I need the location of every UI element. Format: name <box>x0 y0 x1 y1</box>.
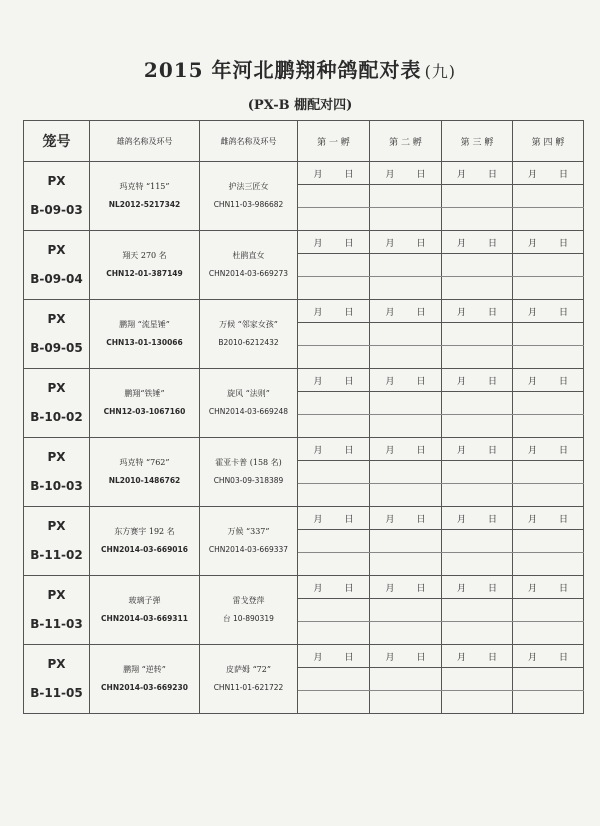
female-name: 万候 “邻家女孩” <box>219 320 278 329</box>
day-label: 日 <box>416 376 426 387</box>
page-subtitle: (PX-B 棚配对四) <box>247 98 353 113</box>
month-label: 月 <box>385 514 395 525</box>
month-label: 月 <box>385 445 395 456</box>
month-label: 月 <box>313 376 323 387</box>
hatch-note-cell[interactable] <box>513 323 584 346</box>
day-label: 日 <box>344 238 354 249</box>
hatch-date-cell[interactable] <box>442 507 513 530</box>
female-pigeon <box>200 507 298 576</box>
month-label: 月 <box>457 169 467 180</box>
male-ring: CHN13-01-130066 <box>106 338 183 347</box>
page-title <box>0 54 600 83</box>
female-name: 万候 “337” <box>227 527 270 536</box>
male-pigeon <box>90 645 200 714</box>
day-label: 日 <box>487 583 497 594</box>
day-label: 日 <box>344 307 354 318</box>
table-body <box>24 162 584 714</box>
male-pigeon <box>90 300 200 369</box>
month-label: 月 <box>528 238 538 249</box>
day-label: 日 <box>416 652 426 663</box>
male-ring: NL2012-5217342 <box>108 200 181 209</box>
hatch-note-cell[interactable] <box>370 323 442 346</box>
hatch-note-cell[interactable] <box>370 208 442 231</box>
table-row <box>24 576 584 599</box>
hatch-note-cell[interactable] <box>298 622 370 645</box>
day-label: 日 <box>558 238 568 249</box>
month-label: 月 <box>313 445 323 456</box>
female-ring: CHN2014-03-669273 <box>208 269 289 278</box>
hatch-date-cell[interactable] <box>513 645 584 668</box>
day-label: 日 <box>558 307 568 318</box>
table-row <box>24 369 584 392</box>
hatch-note-cell[interactable] <box>442 185 513 208</box>
male-name: 东方赛宇 192 名 <box>114 527 175 536</box>
pairing-table <box>23 120 584 714</box>
header-round-2: 第 二 孵 <box>370 121 442 162</box>
male-name: 玻璃子弹 <box>128 596 161 605</box>
day-label: 日 <box>487 514 497 525</box>
month-label: 月 <box>385 376 395 387</box>
male-name: 玛克特 “115” <box>119 182 170 191</box>
female-ring: CHN11-03-986682 <box>213 200 284 209</box>
day-label: 日 <box>344 583 354 594</box>
day-label: 日 <box>558 583 568 594</box>
hatch-note-cell[interactable] <box>442 599 513 622</box>
hatch-note-cell[interactable] <box>442 668 513 691</box>
cage-number <box>24 162 90 231</box>
female-ring: CHN2014-03-669248 <box>208 407 289 416</box>
month-label: 月 <box>457 583 467 594</box>
hatch-note-cell[interactable] <box>513 530 584 553</box>
cage-prefix: PX <box>47 588 66 602</box>
month-label: 月 <box>457 652 467 663</box>
title-suffix: (九) <box>424 62 457 81</box>
month-label: 月 <box>528 583 538 594</box>
month-label: 月 <box>457 445 467 456</box>
hatch-date-cell[interactable] <box>513 438 584 461</box>
hatch-note-cell[interactable] <box>513 691 584 714</box>
cage-number <box>24 231 90 300</box>
hatch-date-cell[interactable] <box>442 645 513 668</box>
day-label: 日 <box>487 445 497 456</box>
hatch-date-cell[interactable] <box>442 438 513 461</box>
cage-number <box>24 576 90 645</box>
hatch-note-cell[interactable] <box>442 461 513 484</box>
female-pigeon <box>200 369 298 438</box>
hatch-note-cell[interactable] <box>513 553 584 576</box>
cage-number <box>24 438 90 507</box>
hatch-note-cell[interactable] <box>370 346 442 369</box>
day-label: 日 <box>416 583 426 594</box>
month-label: 月 <box>457 307 467 318</box>
hatch-note-cell[interactable] <box>442 346 513 369</box>
female-pigeon <box>200 576 298 645</box>
day-label: 日 <box>344 652 354 663</box>
day-label: 日 <box>344 514 354 525</box>
hatch-note-cell[interactable] <box>298 484 370 507</box>
hatch-note-cell[interactable] <box>370 530 442 553</box>
hatch-note-cell[interactable] <box>370 185 442 208</box>
hatch-date-cell[interactable] <box>370 300 442 323</box>
hatch-note-cell[interactable] <box>442 622 513 645</box>
hatch-date-cell[interactable] <box>370 438 442 461</box>
month-label: 月 <box>313 238 323 249</box>
hatch-note-cell[interactable] <box>370 254 442 277</box>
hatch-date-cell[interactable] <box>298 231 370 254</box>
day-label: 日 <box>487 652 497 663</box>
day-label: 日 <box>558 169 568 180</box>
hatch-note-cell[interactable] <box>370 484 442 507</box>
female-ring: CHN2014-03-669337 <box>208 545 289 554</box>
hatch-date-cell[interactable] <box>442 162 513 185</box>
male-name: 玛克特 “762” <box>119 458 170 467</box>
male-ring: CHN2014-03-669230 <box>101 683 188 692</box>
hatch-date-cell[interactable] <box>298 369 370 392</box>
hatch-note-cell[interactable] <box>442 484 513 507</box>
female-name: 霍亚卡普 (158 名) <box>215 458 282 467</box>
female-ring: 台 10-890319 <box>223 614 274 623</box>
cage-code: B-11-03 <box>30 617 83 631</box>
male-pigeon <box>90 231 200 300</box>
hatch-date-cell[interactable] <box>370 507 442 530</box>
hatch-note-cell[interactable] <box>442 530 513 553</box>
male-pigeon <box>90 369 200 438</box>
cage-code: B-09-04 <box>30 272 83 286</box>
hatch-note-cell[interactable] <box>370 277 442 300</box>
month-label: 月 <box>457 514 467 525</box>
hatch-date-cell[interactable] <box>513 576 584 599</box>
cage-number <box>24 507 90 576</box>
month-label: 月 <box>457 376 467 387</box>
day-label: 日 <box>558 514 568 525</box>
hatch-date-cell[interactable] <box>513 369 584 392</box>
day-label: 日 <box>416 445 426 456</box>
hatch-note-cell[interactable] <box>442 392 513 415</box>
hatch-note-cell[interactable] <box>298 392 370 415</box>
female-name: 皮萨姆 “72” <box>226 665 271 674</box>
hatch-note-cell[interactable] <box>370 691 442 714</box>
cage-number <box>24 645 90 714</box>
month-label: 月 <box>385 169 395 180</box>
female-name: 雷戈登萍 <box>232 596 265 605</box>
day-label: 日 <box>558 445 568 456</box>
hatch-note-cell[interactable] <box>513 599 584 622</box>
hatch-date-cell[interactable] <box>513 162 584 185</box>
month-label: 月 <box>528 445 538 456</box>
month-label: 月 <box>528 652 538 663</box>
female-ring: CHN11-01-621722 <box>213 683 284 692</box>
hatch-note-cell[interactable] <box>513 277 584 300</box>
hatch-date-cell[interactable] <box>298 645 370 668</box>
hatch-note-cell[interactable] <box>442 208 513 231</box>
month-label: 月 <box>313 169 323 180</box>
hatch-note-cell[interactable] <box>442 691 513 714</box>
hatch-date-cell[interactable] <box>298 438 370 461</box>
hatch-note-cell[interactable] <box>513 254 584 277</box>
day-label: 日 <box>344 169 354 180</box>
hatch-note-cell[interactable] <box>298 461 370 484</box>
cage-prefix: PX <box>47 657 66 671</box>
male-ring: CHN2014-03-669311 <box>101 614 188 623</box>
hatch-date-cell[interactable] <box>298 576 370 599</box>
day-label: 日 <box>416 514 426 525</box>
day-label: 日 <box>558 376 568 387</box>
header-round-1: 第 一 孵 <box>298 121 370 162</box>
male-ring: NL2010-1486762 <box>108 476 181 485</box>
hatch-note-cell[interactable] <box>442 254 513 277</box>
hatch-note-cell[interactable] <box>298 208 370 231</box>
hatch-note-cell[interactable] <box>370 461 442 484</box>
male-name: 鹏翔 “逆转” <box>123 665 166 674</box>
hatch-note-cell[interactable] <box>370 553 442 576</box>
hatch-note-cell[interactable] <box>513 415 584 438</box>
female-pigeon <box>200 231 298 300</box>
hatch-note-cell[interactable] <box>298 323 370 346</box>
male-pigeon <box>90 438 200 507</box>
hatch-note-cell[interactable] <box>298 415 370 438</box>
day-label: 日 <box>416 238 426 249</box>
cage-code: B-09-03 <box>30 203 83 217</box>
male-name: 鹏翔 “流星锤” <box>119 320 170 329</box>
cage-prefix: PX <box>47 450 66 464</box>
cage-code: B-11-05 <box>30 686 83 700</box>
table-row <box>24 645 584 668</box>
male-ring: CHN12-01-387149 <box>106 269 183 278</box>
month-label: 月 <box>313 514 323 525</box>
header-round-4: 第 四 孵 <box>513 121 584 162</box>
hatch-date-cell[interactable] <box>513 507 584 530</box>
month-label: 月 <box>385 652 395 663</box>
hatch-date-cell[interactable] <box>442 369 513 392</box>
cage-number <box>24 369 90 438</box>
hatch-note-cell[interactable] <box>298 346 370 369</box>
cage-prefix: PX <box>47 519 66 533</box>
hatch-date-cell[interactable] <box>442 231 513 254</box>
hatch-date-cell[interactable] <box>442 300 513 323</box>
hatch-note-cell[interactable] <box>513 622 584 645</box>
hatch-note-cell[interactable] <box>298 599 370 622</box>
male-pigeon <box>90 576 200 645</box>
hatch-date-cell[interactable] <box>513 231 584 254</box>
hatch-date-cell[interactable] <box>513 300 584 323</box>
hatch-note-cell[interactable] <box>298 530 370 553</box>
hatch-note-cell[interactable] <box>298 277 370 300</box>
day-label: 日 <box>344 376 354 387</box>
male-ring: CHN2014-03-669016 <box>101 545 188 554</box>
female-ring: CHN03-09-318389 <box>213 476 284 485</box>
female-pigeon <box>200 162 298 231</box>
male-name: 鹏翔“铁锤” <box>124 389 165 398</box>
month-label: 月 <box>528 169 538 180</box>
day-label: 日 <box>487 238 497 249</box>
month-label: 月 <box>313 652 323 663</box>
hatch-note-cell[interactable] <box>298 185 370 208</box>
female-ring: B2010-6212432 <box>218 338 279 347</box>
hatch-note-cell[interactable] <box>442 553 513 576</box>
hatch-note-cell[interactable] <box>442 323 513 346</box>
hatch-note-cell[interactable] <box>298 691 370 714</box>
month-label: 月 <box>528 376 538 387</box>
cage-prefix: PX <box>47 381 66 395</box>
cage-code: B-10-02 <box>30 410 83 424</box>
male-pigeon <box>90 507 200 576</box>
table-header <box>24 121 584 162</box>
hatch-note-cell[interactable] <box>513 208 584 231</box>
hatch-note-cell[interactable] <box>370 668 442 691</box>
hatch-note-cell[interactable] <box>298 254 370 277</box>
hatch-note-cell[interactable] <box>442 415 513 438</box>
hatch-note-cell[interactable] <box>513 461 584 484</box>
hatch-note-cell[interactable] <box>298 668 370 691</box>
hatch-date-cell[interactable] <box>442 576 513 599</box>
cage-prefix: PX <box>47 243 66 257</box>
hatch-date-cell[interactable] <box>370 231 442 254</box>
hatch-note-cell[interactable] <box>370 392 442 415</box>
hatch-note-cell[interactable] <box>513 668 584 691</box>
hatch-note-cell[interactable] <box>513 484 584 507</box>
hatch-note-cell[interactable] <box>513 392 584 415</box>
female-name: 杜鹃直女 <box>232 251 265 260</box>
day-label: 日 <box>487 376 497 387</box>
month-label: 月 <box>385 307 395 318</box>
day-label: 日 <box>487 169 497 180</box>
table-row <box>24 231 584 254</box>
cage-prefix: PX <box>47 174 66 188</box>
day-label: 日 <box>416 169 426 180</box>
table-row <box>24 300 584 323</box>
hatch-date-cell[interactable] <box>298 162 370 185</box>
hatch-date-cell[interactable] <box>370 369 442 392</box>
month-label: 月 <box>385 583 395 594</box>
month-label: 月 <box>528 307 538 318</box>
cage-code: B-10-03 <box>30 479 83 493</box>
female-pigeon <box>200 645 298 714</box>
table-row <box>24 438 584 461</box>
hatch-note-cell[interactable] <box>370 599 442 622</box>
month-label: 月 <box>457 238 467 249</box>
header-male: 雄鸽名称及环号 <box>90 121 200 162</box>
female-pigeon <box>200 300 298 369</box>
title-text: 2015 年河北鹏翔种鸽配对表 <box>143 58 422 82</box>
month-label: 月 <box>313 307 323 318</box>
day-label: 日 <box>416 307 426 318</box>
hatch-date-cell[interactable] <box>370 162 442 185</box>
hatch-date-cell[interactable] <box>370 645 442 668</box>
cage-prefix: PX <box>47 312 66 326</box>
day-label: 日 <box>558 652 568 663</box>
hatch-date-cell[interactable] <box>298 507 370 530</box>
month-label: 月 <box>385 238 395 249</box>
hatch-note-cell[interactable] <box>298 553 370 576</box>
hatch-note-cell[interactable] <box>513 346 584 369</box>
hatch-note-cell[interactable] <box>370 622 442 645</box>
month-label: 月 <box>313 583 323 594</box>
day-label: 日 <box>487 307 497 318</box>
cage-code: B-09-05 <box>30 341 83 355</box>
hatch-date-cell[interactable] <box>370 576 442 599</box>
hatch-note-cell[interactable] <box>442 277 513 300</box>
header-female: 雌鸽名称及环号 <box>200 121 298 162</box>
male-ring: CHN12-03-1067160 <box>103 407 186 416</box>
table-row <box>24 507 584 530</box>
hatch-note-cell[interactable] <box>513 185 584 208</box>
hatch-note-cell[interactable] <box>370 415 442 438</box>
hatch-date-cell[interactable] <box>298 300 370 323</box>
cage-code: B-11-02 <box>30 548 83 562</box>
day-label: 日 <box>344 445 354 456</box>
female-pigeon <box>200 438 298 507</box>
header-cage: 笼号 <box>24 121 90 162</box>
table-row <box>24 162 584 185</box>
header-round-3: 第 三 孵 <box>442 121 513 162</box>
male-pigeon <box>90 162 200 231</box>
month-label: 月 <box>528 514 538 525</box>
female-name: 旋风 “法则” <box>227 389 270 398</box>
cage-number <box>24 300 90 369</box>
female-name: 护法三匠女 <box>228 182 269 191</box>
male-name: 翔天 270 名 <box>122 251 167 260</box>
